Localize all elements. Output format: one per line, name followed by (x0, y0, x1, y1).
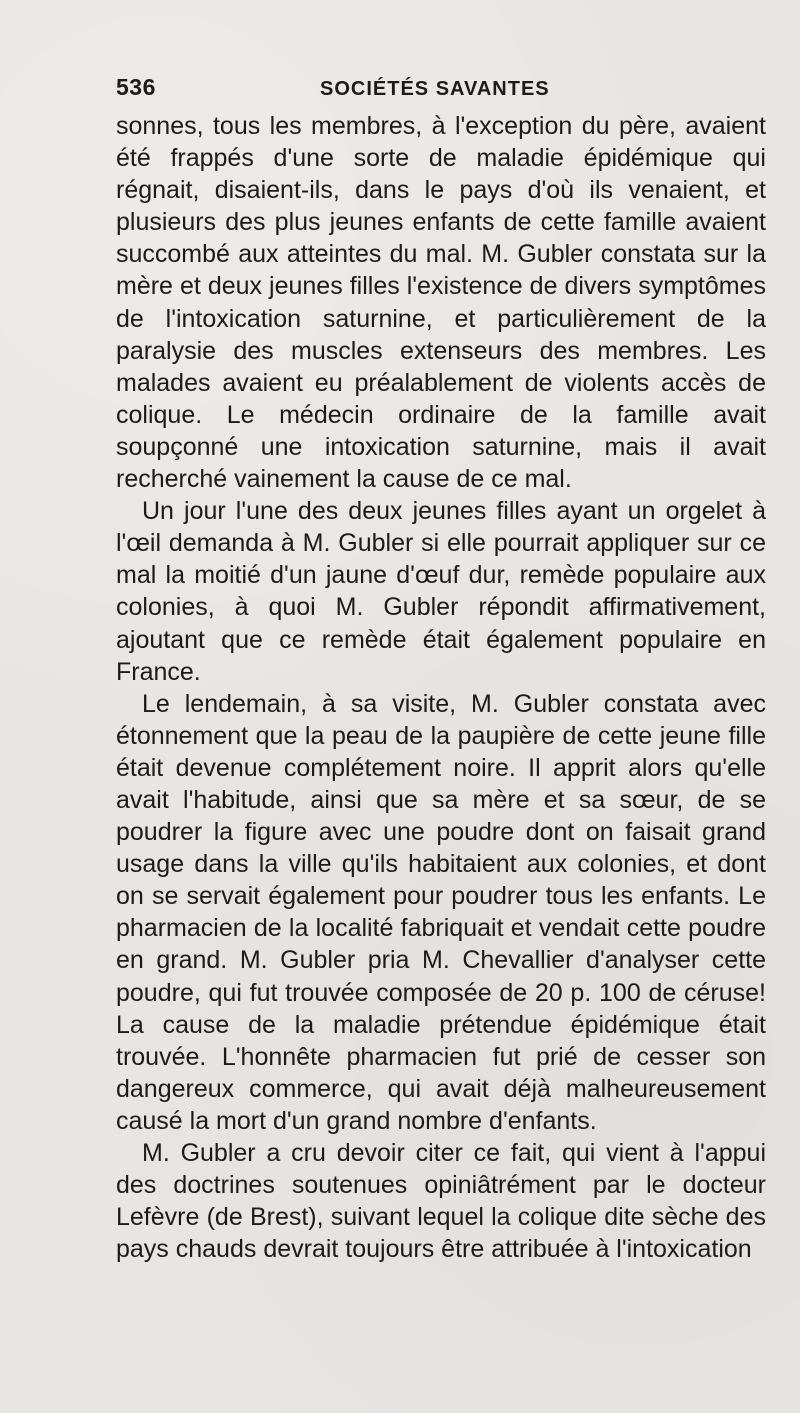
running-header (116, 68, 766, 110)
page-number: 536 (116, 74, 156, 100)
body-text (116, 110, 766, 1265)
paragraph-3: Le lendemain, à sa visite, M. Gubler constata avec étonnement que la peau de la paupière de cette jeune fille était devenue complétement noire. Il apprit alors qu'elle avait l'habitude, ainsi que sa mère et sa sœur, de se poudrer la figure avec une poudre dont on faisait grand usage dans la ville qu'ils habitaient aux colonies, et dont on se servait également pour poudrer tous les enfants. Le pharmacien de la localité fabriquait et vendait cette poudre en grand. M. Gubler pria M. Chevallier d'analyser cette poudre, qui fut trouvée composée de 20 p. 100 de céruse! La cause de la maladie prétendue épidémique était trouvée. L'honnête pharmacien fut prié de cesser son dangereux commerce, qui avait déjà malheureusement causé la mort d'un grand nombre d'enfants. (116, 689, 766, 1135)
paragraph-4: M. Gubler a cru devoir citer ce fait, qui vient à l'appui des doctrines soutenues opiniâtrément par le docteur Lefèvre (de Brest), suivant lequel la colique dite sèche des pays chauds devrait toujours être attribuée à l'intoxication (116, 1139, 766, 1264)
paragraph-2: Un jour l'une des deux jeunes filles ayant un orgelet à l'œil demanda à M. Gubler si elle pourrait appliquer sur ce mal la moitié d'un jaune d'œuf dur, remède populaire aux colonies, à quoi M. Gubler répondit affirmativement, ajoutant que ce remède était également populaire en France. (116, 497, 766, 686)
paragraph-1: sonnes, tous les membres, à l'exception du père, avaient été frappés d'une sorte de maladie épidémique qui régnait, disaient-ils, dans le pays d'où ils venaient, et plusieurs des plus jeunes enfants de cette famille avaient succombé aux atteintes du mal. M. Gubler constata sur la mère et deux jeunes filles l'existence de divers symptômes de l'intoxication saturnine, et particulièrement de la paralysie des muscles extenseurs des membres. Les malades avaient eu préalablement de violents accès de colique. Le médecin ordinaire de la famille avait soupçonné une intoxication saturnine, mais il avait recherché vainement la cause de ce mal. (116, 112, 766, 494)
running-title: SOCIÉTÉS SAVANTES (320, 78, 550, 100)
